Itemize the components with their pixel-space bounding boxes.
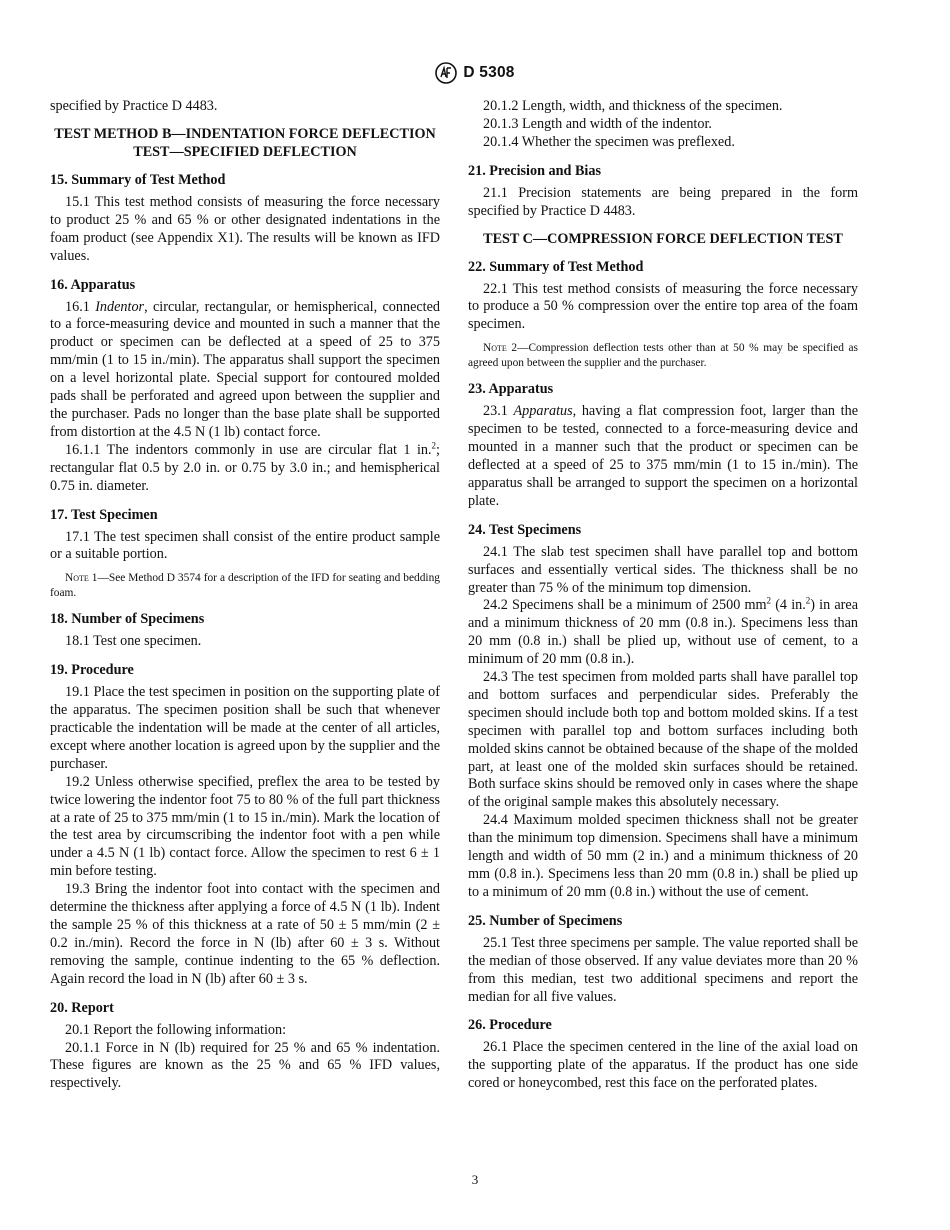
section-24-heading: 24. Test Specimens — [468, 521, 582, 538]
page-header — [0, 62, 950, 84]
paragraph-text: , having a flat compression foot, larger than the specimen to be tested, connected to a force-measuring device and mounted in a manner such that the product or specimen can be deflected at a speed of 25 to 375 mm/min (1 to 15 in./min). The apparatus shall be arranged to support the specimen on a horizontal plate. — [468, 403, 859, 509]
section-22-heading: 22. Summary of Test Method — [468, 258, 644, 275]
left-column — [50, 98, 440, 1093]
superscript: 2 — [805, 595, 811, 606]
text-part: (4 in. — [771, 597, 806, 614]
defined-term: Indentor — [95, 298, 145, 315]
paragraph-23-1 — [468, 403, 858, 510]
note-1 — [50, 571, 440, 600]
text-part: ) in area and a minimum thickness of 20 mm (0.8 in.). Specimens less than 20 mm (0.8 in.) shall be plied up, without use of cement, to a minimum of 20 mm (0.8 in.). — [468, 597, 858, 668]
text-part: ; rectangular flat 0.5 by 2.0 in. or 0.75 by 3.0 in.; and hemispherical 0.75 in. diameter. — [50, 441, 440, 494]
note-text: 2—Compression deflection tests other than at 50 % may be specified as agreed upon between the supplier and the purchaser. — [468, 342, 858, 369]
paragraph-20-1-3: 20.1.3 Length and width of the indentor. — [483, 115, 712, 132]
text-part: 16.1.1 The indentors commonly in use are circular flat 1 in. — [65, 441, 432, 458]
note-label: Note — [65, 572, 89, 585]
method-c-title: TEST C—COMPRESSION FORCE DEFLECTION TEST — [483, 230, 843, 247]
paragraph-20-1-4: 20.1.4 Whether the specimen was preflexed. — [483, 133, 735, 150]
section-17-heading: 17. Test Specimen — [50, 506, 158, 523]
paragraph-25-1: 25.1 Test three specimens per sample. The value reported shall be the median of those observed. If any value deviates more than 20 % from this median, test two additional specimens and report the median for all five values. — [468, 934, 858, 1005]
paragraph-16-1-1 — [50, 442, 440, 496]
section-19-heading: 19. Procedure — [50, 662, 134, 679]
paragraph-20-1-1: 20.1.1 Force in N (lb) required for 25 % and 65 % indentation. These figures are known as the 25 % and 65 % IFD values, respectively. — [50, 1039, 440, 1092]
section-18-heading: 18. Number of Specimens — [50, 611, 205, 628]
paragraph-21-1: 21.1 Precision statements are being prepared in the form specified by Practice D 4483. — [468, 184, 858, 219]
paragraph-19-1: 19.1 Place the test specimen in position on the supporting plate of the apparatus. The specimen position shall be such that whenever practicable the indentation will be made at the center of all articles, except where another location is agreed upon by the supplier and the purchaser. — [50, 684, 440, 772]
paragraph-26-1: 26.1 Place the specimen centered in the line of the axial load on the supporting plate of the apparatus. If the product has one side cored or honeycombed, rest this face on the perforated plates. — [468, 1039, 858, 1092]
page-number: 3 — [471, 1172, 479, 1187]
paragraph-text: , circular, rectangular, or hemispherical, connected to a force-measuring device and mounted in such a manner that the product or specimen can be deflected at a speed of 25 to 375 mm/min (1 to 15 in./min). The apparatus shall support the specimen on a level horizontal plate. Special support for contoured molded pads shall be perforated and agreed upon between the supplier and the purchaser. Pads no longer than the base plate shall be supported from distortion at the 4.5 N (1 lb) contact force. — [50, 298, 440, 440]
text-part: 24.2 Specimens shall be a minimum of 2500 mm — [483, 597, 767, 614]
paragraph-number: 16.1 — [65, 298, 96, 315]
paragraph-16-1 — [50, 299, 440, 442]
standard-designation: D 5308 — [463, 64, 515, 81]
paragraph-24-3: 24.3 The test specimen from molded parts shall have parallel top and bottom surfaces and perpendicular sides. Preferably the specimen should include both top and bottom molded skins. If a test specimen with parallel top and bottom surfaces including both molded skins cannot be obtained because of the shape of the molded part, at least one of the molded skin surfaces should be retained. Both surface skins should be removed only in cases where the shape of the original sample makes this absolutely necessary. — [468, 669, 858, 811]
note-text: 1—See Method D 3574 for a description of the IFD for seating and bedding foam. — [50, 572, 440, 599]
note-2 — [468, 341, 858, 370]
paragraph-20-1-2: 20.1.2 Length, width, and thickness of the specimen. — [483, 98, 783, 114]
paragraph-15-1: 15.1 This test method consists of measuring the force necessary to product 25 % and 65 % or other designated indentations in the foam product (see Appendix X1). The results will be known as IFD values. — [50, 193, 440, 264]
section-23-heading: 23. Apparatus — [468, 381, 554, 398]
paragraph-22-1: 22.1 This test method consists of measuring the force necessary to produce a 50 % compression over the entire top area of the foam specimen. — [468, 280, 858, 333]
paragraph-24-4: 24.4 Maximum molded specimen thickness shall not be greater than the minimum top dimension. Specimens shall have a minimum length and width of 50 mm (2 in.) and a minimum thickness of 20 mm (0.8 in.). Specimens less than 20 mm (0.8 in.) shall be plied up to a minimum of 20 mm (0.8 in.) without the use of cement. — [468, 812, 858, 900]
paragraph-24-2 — [468, 597, 858, 669]
note-label: Note — [483, 342, 507, 355]
paragraph-18-1: 18.1 Test one specimen. — [65, 633, 202, 650]
method-b-title: TEST METHOD B—INDENTATION FORCE DEFLECTION TEST—SPECIFIED DEFLECTION — [54, 125, 436, 160]
section-16-heading: 16. Apparatus — [50, 276, 136, 293]
section-20-heading: 20. Report — [50, 999, 114, 1016]
section-25-heading: 25. Number of Specimens — [468, 912, 623, 929]
superscript: 2 — [766, 595, 772, 606]
paragraph-19-2: 19.2 Unless otherwise specified, preflex the area to be tested by twice lowering the indentor foot 75 to 80 % of the full part thickness at a rate of 25 to 375 mm/min (1 to 15 in./min). Mark the location of the test area by circumscribing the indentor foot with a pen while under a 4.5 N (1 lb) contact force. Allow the specimen to rest 6 ± 1 min before testing. — [50, 773, 440, 880]
section-21-heading: 21. Precision and Bias — [468, 162, 601, 179]
superscript: 2 — [431, 440, 437, 451]
paragraph-20-1: 20.1 Report the following information: — [65, 1021, 287, 1038]
defined-term: Apparatus — [513, 403, 573, 420]
section-15-heading: 15. Summary of Test Method — [50, 171, 226, 188]
paragraph-number: 23.1 — [483, 403, 514, 420]
paragraph-17-1: 17.1 The test specimen shall consist of the entire product sample or a suitable portion. — [50, 528, 440, 563]
astm-logo-icon — [435, 62, 457, 84]
paragraph-19-3: 19.3 Bring the indentor foot into contact with the specimen and determine the thickness after applying a force of 4.5 N (1 lb). Indent the sample 25 % of this thickness at a rate of 50 ± 5 mm/min (2 ± 0.2 in./min). Record the force in N (lb) after 60 ± 3 s. Without removing the sample, continue indenting to the 65 % deflection. Again record the load in N (lb) after 60 ± 3 s. — [50, 881, 440, 987]
continuation-paragraph: specified by Practice D 4483. — [50, 98, 218, 114]
paragraph-24-1: 24.1 The slab test specimen shall have parallel top and bottom surfaces and essentially vertical sides. The thickness shall be no greater than 75 % of the minimum top dimension. — [468, 543, 858, 596]
section-26-heading: 26. Procedure — [468, 1017, 552, 1034]
right-column — [468, 98, 858, 1093]
